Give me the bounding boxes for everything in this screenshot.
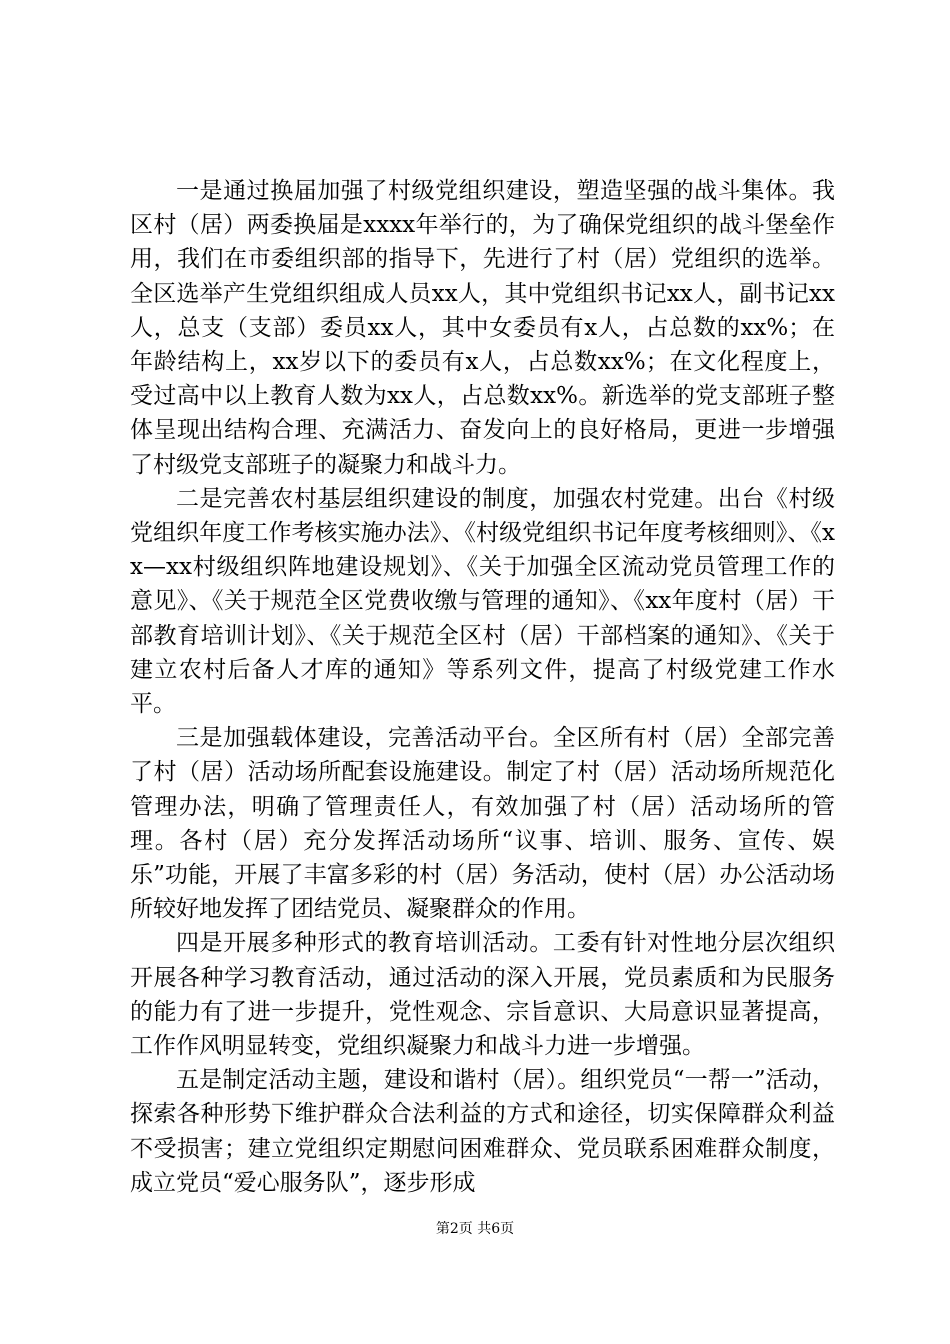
paragraph-1: 一是通过换届加强了村级党组织建设，塑造坚强的战斗集体。我区村（居）两委换届是xxxx年举行的，为了确保党组织的战斗堡垒作用，我们在市委组织部的指导下，先进行了村（居）党组织的选举。全区选举产生党组织组成人员xx人，其中党组织书记xx人，副书记xx人，总支（支部）委员xx人，其中女委员有x人，占总数的xx%；在年龄结构上，xx岁以下的委员有x人，占总数xx%；在文化程度上，受过高中以上教育人数为xx人，占总数xx%。新选举的党支部班子整体呈现出结构合理、充满活力、奋发向上的良好格局，更进一步增强了村级党支部班子的凝聚力和战斗力。: [130, 178, 835, 478]
paragraph-3: 三是加强载体建设，完善活动平台。全区所有村（居）全部完善了村（居）活动场所配套设施建设。制定了村（居）活动场所规范化管理办法，明确了管理责任人，有效加强了村（居）活动场所的管理。各村（居）充分发挥活动场所“议事、培训、服务、宣传、娱乐”功能，开展了丰富多彩的村（居）务活动，使村（居）办公活动场所较好地发挥了团结党员、凝聚群众的作用。: [130, 725, 835, 923]
page-footer: 第2页 共6页: [435, 1221, 515, 1237]
paragraph-4: 四是开展多种形式的教育培训活动。工委有针对性地分层次组织开展各种学习教育活动，通过活动的深入开展，党员素质和为民服务的能力有了进一步提升，党性观念、宗旨意识、大局意识显著提高，工作作风明显转变，党组织凝聚力和战斗力进一步增强。: [130, 930, 835, 1060]
document-body: [130, 174, 835, 1200]
paragraph-2: 二是完善农村基层组织建设的制度，加强农村党建。出台《村级党组织年度工作考核实施办法》、《村级党组织书记年度考核细则》、《xx—xx村级组织阵地建设规划》、《关于加强全区流动党员管理工作的意见》、《关于规范全区党费收缴与管理的通知》、《xx年度村（居）干部教育培训计划》、《关于规范全区村（居）干部档案的通知》、《关于建立农村后备人才库的通知》等系列文件，提高了村级党建工作水平。: [130, 485, 835, 718]
paragraph-5: 五是制定活动主题，建设和谐村（居）。组织党员“一帮一”活动，探索各种形势下维护群众合法利益的方式和途径，切实保障群众利益不受损害；建立党组织定期慰问困难群众、党员联系困难群众制度，成立党员“爱心服务队”，逐步形成: [130, 1067, 835, 1196]
